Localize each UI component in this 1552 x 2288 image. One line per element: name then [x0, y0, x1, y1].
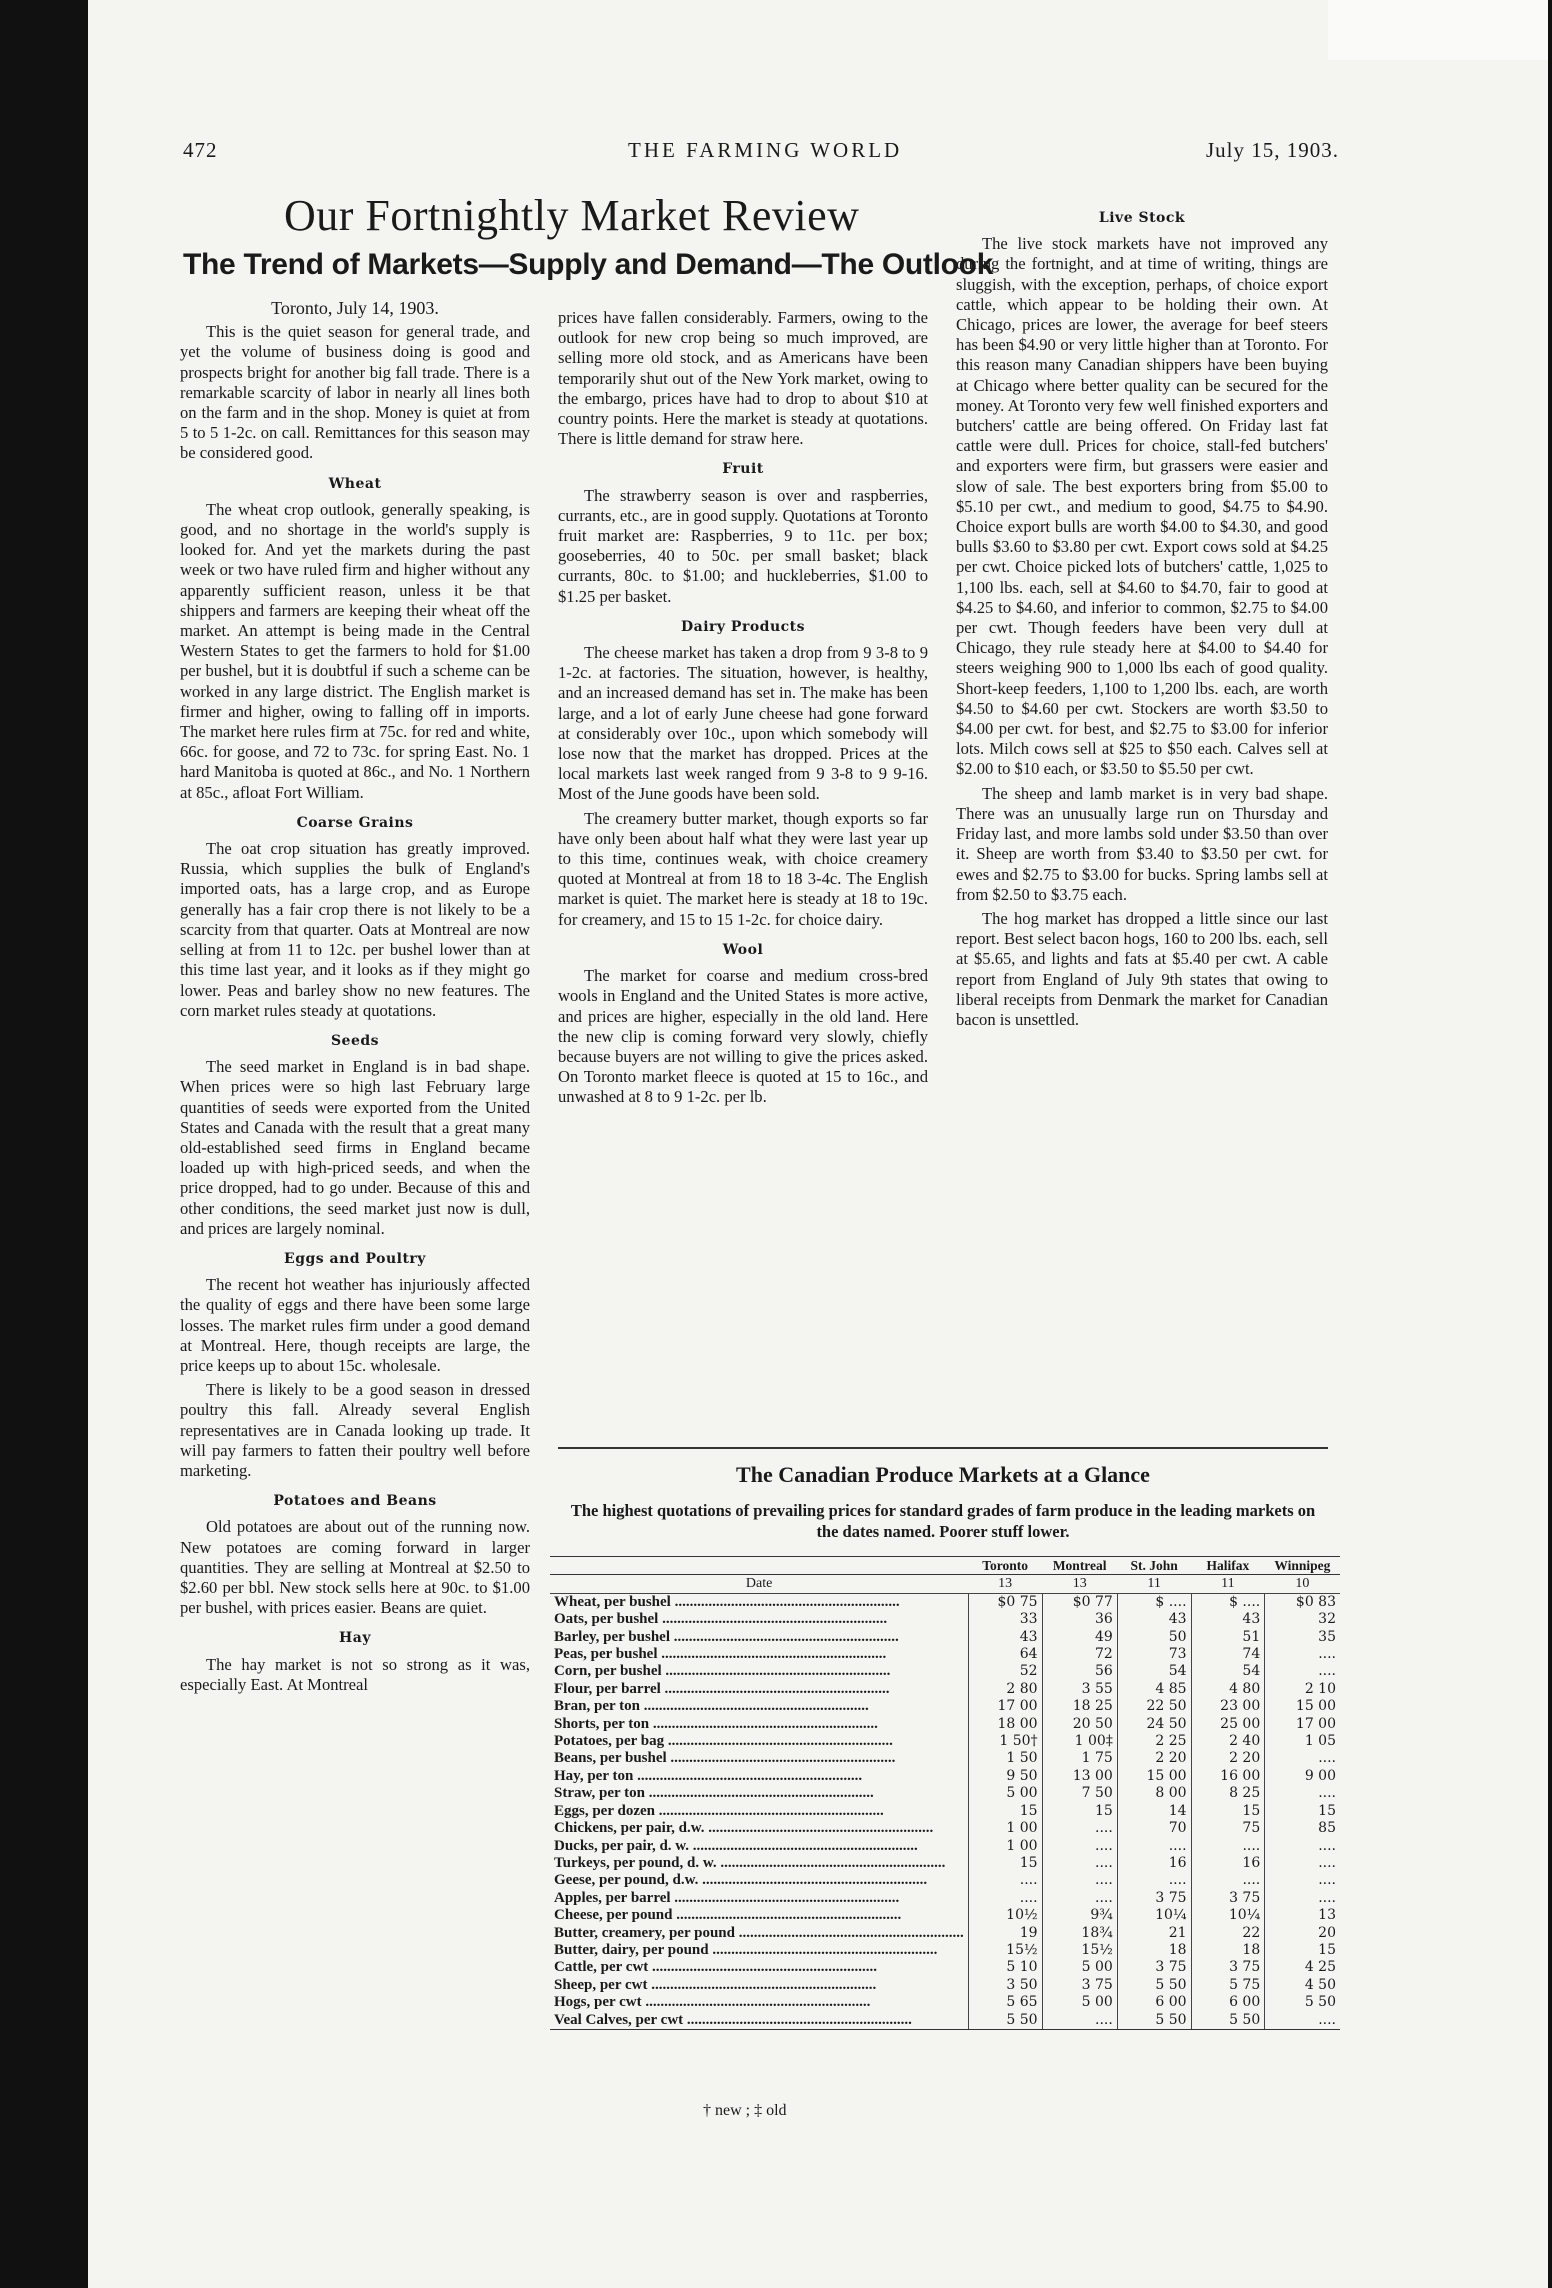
price-cell: .... — [1265, 1872, 1340, 1889]
row-label: Apples, per barrel ............................................................ — [554, 1889, 900, 1906]
publication-name: THE FARMING WORLD — [628, 138, 903, 162]
price-cell: 72 — [1042, 1646, 1117, 1663]
price-cell: 15 — [1265, 1803, 1340, 1820]
table-row — [550, 1977, 1340, 1994]
price-cell: 35 — [1265, 1629, 1340, 1646]
seeds-paragraph: The seed market in England is in bad shape. When prices were so high last February large quantities of seeds were exported from the United States and Canada with the result that a great many old-established seed firms in England became loaded up with high-priced seeds, and when the price dropped, had to go under. Because of this and other conditions, the seed market just now is dull, and prices are largely nominal. — [180, 1057, 530, 1238]
produce-price-table — [550, 1556, 1340, 2030]
price-cell: 4 50 — [1265, 1977, 1340, 1994]
hay-paragraph: The hay market is not so strong as it was, especially East. At Montreal — [180, 1654, 530, 1694]
row-label: Wheat, per bushel ............................................................ — [554, 1593, 900, 1610]
price-cell: 2 40 — [1191, 1733, 1265, 1750]
price-cell: 32 — [1265, 1611, 1340, 1628]
table-date-row — [550, 1575, 1340, 1593]
row-label: Hay, per ton ............................................................ — [554, 1767, 863, 1784]
price-cell: .... — [1265, 1838, 1340, 1855]
price-cell: 16 00 — [1191, 1768, 1265, 1785]
price-cell: .... — [1042, 2012, 1117, 2030]
table-row — [550, 1838, 1340, 1855]
price-cell: 15 — [1042, 1803, 1117, 1820]
price-cell: .... — [1265, 1663, 1340, 1680]
row-label: Bran, per ton ............................................................ — [554, 1698, 869, 1715]
row-label: Sheep, per cwt ............................................................ — [554, 1976, 877, 1993]
section-heading-hay: Hay — [339, 1630, 371, 1647]
price-cell: 3 50 — [968, 1977, 1042, 1994]
price-cell: 13 00 — [1042, 1768, 1117, 1785]
column-header: St. John — [1117, 1557, 1191, 1575]
price-cell: 10½ — [968, 1907, 1042, 1924]
section-heading-dairy: Dairy Products — [681, 618, 805, 635]
price-cell: .... — [1265, 1855, 1340, 1872]
table-row — [550, 1907, 1340, 1924]
price-cell: 25 00 — [1191, 1716, 1265, 1733]
price-cell: 17 00 — [1265, 1716, 1340, 1733]
table-header-blank — [550, 1557, 968, 1575]
price-cell: .... — [1042, 1890, 1117, 1907]
price-cell: 1 05 — [1265, 1733, 1340, 1750]
price-cell: 18¾ — [1042, 1925, 1117, 1942]
eggs-paragraph: The recent hot weather has injuriously affected the quality of eggs and there have been some large losses. The market rules firm under a good demand at Montreal. Here, though receipts are large, the price keeps up to about 15c. wholesale. — [180, 1275, 530, 1375]
price-cell: 15½ — [1042, 1942, 1117, 1959]
row-label: Corn, per bushel ............................................................ — [554, 1663, 891, 1680]
price-cell: 56 — [1042, 1663, 1117, 1680]
row-label: Potatoes, per bag ............................................................ — [554, 1733, 893, 1750]
table-row — [550, 1629, 1340, 1646]
row-label: Beans, per bushel ............................................................ — [554, 1750, 896, 1767]
table-row — [550, 1698, 1340, 1715]
price-cell: 5 50 — [1265, 1994, 1340, 2011]
price-cell: 43 — [1191, 1611, 1265, 1628]
section-heading-wheat: Wheat — [328, 475, 382, 492]
price-cell: 54 — [1117, 1663, 1191, 1680]
price-cell: 18 00 — [968, 1716, 1042, 1733]
cattle-paragraph: The live stock markets have not improved any during the fortnight, and at time of writing, things are sluggish, with the exception, perhaps, of choice export cattle, which appear to be holding their own. At Chicago, prices are lower, the average for beef steers has been $4.90 or very little higher than at Toronto. For this reason many Canadian shippers have been buying at Chicago where better quality can be secured for the money. At Toronto very few well finished exporters and butchers' cattle are being offered. On Friday last fat cattle were dull. Prices for choice, stall-fed butchers' and exporters were firm, but grassers were easier and slow of sale. The best exporters bring from $5.00 to $5.10 per cwt., and medium to good, $4.75 to $4.90. Choice export bulls are worth $4.00 to $4.30, and good bulls $3.60 to $3.80 per cwt. Export cows sold at $4.25 per cwt. Choice picked lots of butchers' cattle, 1,025 to 1,100 lbs. each, sell at $4.60 to $4.70, fair to good at $4.25 to $4.60, and inferior to common, $2.75 to $4.00 per cwt. Though feeders have been very dull at Chicago, they rule steady here at $4.00 to $4.40 for steers weighing 900 to 1,000 lbs each of good quality. Short-keep feeders, 1,100 to 1,200 lbs. each, are worth $4.50 to $4.60 per cwt. Stockers are worth $3.50 to $4.00 per cwt. for best, and $2.75 to $3.00 for inferior lots. Milch cows sell at $25 to $50 each. Calves sell at $2.00 to $10 each, or $3.50 to $5.50 per cwt. — [956, 234, 1328, 779]
divider-rule — [558, 1447, 1328, 1449]
row-label: Butter, creamery, per pound ............................................................ — [554, 1924, 964, 1941]
price-cell: .... — [968, 1872, 1042, 1889]
table-row — [550, 1942, 1340, 1959]
price-cell: .... — [1117, 1872, 1191, 1889]
date-label: Date — [550, 1575, 968, 1593]
date-cell: 13 — [1042, 1575, 1117, 1593]
row-label: Straw, per ton ............................................................ — [554, 1785, 874, 1802]
table-row — [550, 1611, 1340, 1628]
price-cell: 54 — [1191, 1663, 1265, 1680]
price-cell: 10¼ — [1191, 1907, 1265, 1924]
article-subtitle: The Trend of Markets—Supply and Demand—The Outlook — [183, 248, 994, 281]
price-cell: .... — [1265, 1750, 1340, 1767]
row-label: Barley, per bushel ............................................................ — [554, 1628, 899, 1645]
magazine-page — [88, 0, 1548, 2288]
price-cell: .... — [1042, 1872, 1117, 1889]
page-number: 472 — [183, 138, 218, 162]
price-cell: 5 75 — [1191, 1977, 1265, 1994]
price-cell: 75 — [1191, 1820, 1265, 1837]
price-cell: 15 — [1191, 1803, 1265, 1820]
price-cell: 16 — [1117, 1855, 1191, 1872]
hay-continued-paragraph: prices have fallen considerably. Farmers, owing to the outlook for new crop being so much improved, are selling more old stock, and as Americans have been temporarily shut out of the New York market, owing to the embargo, prices have had to drop to about $10 at country points. Here the market is steady at quotations. There is little demand for straw here. — [558, 308, 928, 449]
table-row — [550, 2012, 1340, 2030]
table-row — [550, 1925, 1340, 1942]
price-cell: $ .... — [1117, 1593, 1191, 1611]
scan-fold-mark — [1328, 0, 1548, 60]
price-cell: 1 50† — [968, 1733, 1042, 1750]
table-row — [550, 1681, 1340, 1698]
column-middle — [558, 308, 928, 1112]
price-cell: 43 — [1117, 1611, 1191, 1628]
price-cell: 5 50 — [968, 2012, 1042, 2030]
price-cell: .... — [1042, 1820, 1117, 1837]
table-row — [550, 1959, 1340, 1976]
column-header: Winnipeg — [1265, 1557, 1340, 1575]
price-cell: 2 25 — [1117, 1733, 1191, 1750]
price-cell: 22 50 — [1117, 1698, 1191, 1715]
price-cell: 15 00 — [1265, 1698, 1340, 1715]
date-cell: 10 — [1265, 1575, 1340, 1593]
price-cell: .... — [1117, 1838, 1191, 1855]
table-row — [550, 1733, 1340, 1750]
table-title: The Canadian Produce Markets at a Glance — [736, 1462, 1150, 1487]
column-right — [956, 208, 1328, 1034]
price-cell: 15 — [968, 1855, 1042, 1872]
price-cell: 10¼ — [1117, 1907, 1191, 1924]
butter-paragraph: The creamery butter market, though exports so far have only been about half what they were last year up to this time, continues weak, with choice creamery quoted at Montreal at from 18 to 18 3-4c. The English market is quiet. The market here is steady at 18 to 19c. for creamery, and 15 to 15 1-2c. for choice dairy. — [558, 808, 928, 929]
price-cell: 36 — [1042, 1611, 1117, 1628]
price-cell: 1 00 — [968, 1838, 1042, 1855]
price-cell: 5 00 — [968, 1785, 1042, 1802]
price-cell: 73 — [1117, 1646, 1191, 1663]
price-cell: 21 — [1117, 1925, 1191, 1942]
price-cell: 7 50 — [1042, 1785, 1117, 1802]
price-cell: 6 00 — [1117, 1994, 1191, 2011]
price-cell: 9 00 — [1265, 1768, 1340, 1785]
row-label: Peas, per bushel ............................................................ — [554, 1646, 887, 1663]
column-header: Toronto — [968, 1557, 1042, 1575]
intro-paragraph: This is the quiet season for general trade, and yet the volume of business doing is good and prospects bright for another big fall trade. There is a remarkable scarcity of labor in nearly all lines both on the farm and in the shop. Money is quiet at from 5 to 5 1-2c. on call. Remittances for this season may be considered good. — [180, 322, 530, 463]
price-cell: $0 83 — [1265, 1593, 1340, 1611]
price-cell: 5 10 — [968, 1959, 1042, 1976]
price-cell: 49 — [1042, 1629, 1117, 1646]
price-cell: 1 00‡ — [1042, 1733, 1117, 1750]
price-cell: 52 — [968, 1663, 1042, 1680]
column-header: Montreal — [1042, 1557, 1117, 1575]
row-label: Veal Calves, per cwt ............................................................ — [550, 2012, 968, 2030]
cheese-paragraph: The cheese market has taken a drop from 9 3-8 to 9 1-2c. at factories. The situation, however, is healthy, and an increased demand has set in. The make has been large, and a lot of early June cheese had gone forward at considerably over 10c., upon which somebody will lose now that the market has dropped. Prices at the local markets last week ranged from 9 3-8 to 9 9-16. Most of the June goods have been sold. — [558, 643, 928, 804]
price-cell: 2 20 — [1191, 1750, 1265, 1767]
price-cell: 5 00 — [1042, 1959, 1117, 1976]
price-cell: 8 25 — [1191, 1785, 1265, 1802]
price-cell: 18 — [1117, 1942, 1191, 1959]
price-cell: 16 — [1191, 1855, 1265, 1872]
price-cell: 17 00 — [968, 1698, 1042, 1715]
wheat-paragraph: The wheat crop outlook, generally speaking, is good, and no shortage in the world's supply is looked for. And yet the markets during the past week or two have ruled firm and higher without any apparently sufficient reason, unless it be that shippers and farmers are keeping their wheat off the market. An attempt is being made in the Central Western States to get the farmers to hold for $1.00 per bushel, but it is doubtful if such a scheme can be worked in any large district. The English market is firmer and higher, owing to falling off in imports. The market here rules firm at 75c. for red and white, 66c. for goose, and 72 to 73c. for spring East. No. 1 hard Manitoba is quoted at 86c., and No. 1 Northern at 85c., afloat Fort William. — [180, 499, 530, 802]
price-cell: .... — [968, 1890, 1042, 1907]
coarse-grains-paragraph: The oat crop situation has greatly improved. Russia, which supplies the bulk of England's imported oats, has a large crop, and as Europe generally has a fair crop there is not likely to be a scarcity from that quarter. Oats at Montreal are now selling at from 11 to 12c. per bushel lower than at this time last year, and it looks as if they might go lower. Peas and barley show no new features. The corn market rules steady at quotations. — [180, 839, 530, 1020]
section-heading-eggs-poultry: Eggs and Poultry — [284, 1250, 426, 1267]
row-label: Cattle, per cwt ............................................................ — [554, 1959, 878, 1976]
table-row — [550, 1872, 1340, 1889]
price-cell: 70 — [1117, 1820, 1191, 1837]
price-cell: 5 50 — [1191, 2012, 1265, 2030]
row-label: Hogs, per cwt ............................................................ — [554, 1994, 871, 2011]
date-cell: 11 — [1117, 1575, 1191, 1593]
price-cell: 8 00 — [1117, 1785, 1191, 1802]
price-cell: 1 00 — [968, 1820, 1042, 1837]
price-cell: 15½ — [968, 1942, 1042, 1959]
price-cell: 4 25 — [1265, 1959, 1340, 1976]
table-row — [550, 1593, 1340, 1611]
price-cell: .... — [1191, 1838, 1265, 1855]
price-cell: 14 — [1117, 1803, 1191, 1820]
section-heading-live-stock: Live Stock — [1098, 210, 1186, 226]
table-row — [550, 1803, 1340, 1820]
price-cell: 24 50 — [1117, 1716, 1191, 1733]
price-cell: 15 — [1265, 1942, 1340, 1959]
price-cell: .... — [1265, 1785, 1340, 1802]
poultry-paragraph: There is likely to be a good season in dressed poultry this fall. Already several English representatives are in Canada looking up trade. It will pay farmers to fatten their poultry well before marketing. — [180, 1380, 530, 1480]
price-cell: 18 25 — [1042, 1698, 1117, 1715]
date-cell: 13 — [968, 1575, 1042, 1593]
row-label: Cheese, per pound ............................................................ — [554, 1907, 902, 1924]
price-cell: 4 80 — [1191, 1681, 1265, 1698]
wool-paragraph: The market for coarse and medium cross-bred wools in England and the United States is more active, and prices are higher, especially in the old land. Here the new clip is coming forward very slowly, chiefly because buyers are not willing to give the prices asked. On Toronto market fleece is quoted at 15 to 16c., and unwashed at 8 to 9 1-2c. per lb. — [558, 966, 928, 1107]
price-cell: 51 — [1191, 1629, 1265, 1646]
price-cell: 5 00 — [1042, 1994, 1117, 2011]
price-cell: 1 75 — [1042, 1750, 1117, 1767]
price-cell: 19 — [968, 1925, 1042, 1942]
row-label: Shorts, per ton ............................................................ — [554, 1715, 878, 1732]
section-heading-coarse-grains: Coarse Grains — [296, 814, 414, 831]
column-left — [180, 298, 530, 1699]
table-row — [550, 1994, 1340, 2011]
price-cell: 22 — [1191, 1925, 1265, 1942]
price-cell: $0 77 — [1042, 1593, 1117, 1611]
row-label: Ducks, per pair, d. w. ............................................................ — [554, 1837, 918, 1854]
section-heading-seeds: Seeds — [330, 1032, 380, 1049]
price-cell: 20 50 — [1042, 1716, 1117, 1733]
table-subtitle: The highest quotations of prevailing prices for standard grades of farm produce in the leading markets on the dates named. Poorer stuff lower. — [570, 1501, 1316, 1541]
price-cell: 43 — [968, 1629, 1042, 1646]
dateline: Toronto, July 14, 1903. — [271, 298, 439, 318]
price-cell: 3 55 — [1042, 1681, 1117, 1698]
price-cell: 64 — [968, 1646, 1042, 1663]
price-cell: 9 50 — [968, 1768, 1042, 1785]
table-row — [550, 1785, 1340, 1802]
column-header: Halifax — [1191, 1557, 1265, 1575]
price-cell: $0 75 — [968, 1593, 1042, 1611]
section-heading-potatoes-beans: Potatoes and Beans — [273, 1493, 437, 1510]
price-cell: 15 00 — [1117, 1768, 1191, 1785]
price-cell: 3 75 — [1191, 1959, 1265, 1976]
price-cell: 2 80 — [968, 1681, 1042, 1698]
table-row — [550, 1855, 1340, 1872]
fruit-paragraph: The strawberry season is over and raspberries, currants, etc., are in good supply. Quotations at Toronto fruit market are: Raspberries, 9 to 11c. per box; gooseberries, 40 to 50c. per small basket; black currants, 80c. to $1.00; and huckleberries, $1.00 to $1.25 per basket. — [558, 485, 928, 606]
price-cell: 3 75 — [1191, 1890, 1265, 1907]
table-row — [550, 1820, 1340, 1837]
price-cell: 50 — [1117, 1629, 1191, 1646]
price-cell: 9¾ — [1042, 1907, 1117, 1924]
row-label: Eggs, per dozen ............................................................ — [554, 1802, 884, 1819]
row-label: Flour, per barrel ............................................................ — [554, 1680, 890, 1697]
row-label: Chickens, per pair, d.w. ............................................................ — [554, 1820, 934, 1837]
sheep-paragraph: The sheep and lamb market is in very bad shape. There was an unusually large run on Thursday and Friday last, and more lambs sold under $3.50 than over it. Sheep are worth from $3.40 to $3.50 per cwt. for ewes and $2.75 to $3.00 for bucks. Spring lambs sell at from $2.50 to $3.75 each. — [956, 783, 1328, 904]
issue-date: July 15, 1903. — [1206, 138, 1340, 162]
price-cell: 33 — [968, 1611, 1042, 1628]
table-row — [550, 1716, 1340, 1733]
price-cell: 1 50 — [968, 1750, 1042, 1767]
price-cell: 3 75 — [1117, 1959, 1191, 1976]
price-cell: .... — [1042, 1855, 1117, 1872]
price-cell: 5 50 — [1117, 2012, 1191, 2030]
price-cell: 74 — [1191, 1646, 1265, 1663]
table-row — [550, 1663, 1340, 1680]
price-cell: .... — [1042, 1838, 1117, 1855]
section-heading-fruit: Fruit — [722, 461, 764, 478]
table-row — [550, 1750, 1340, 1767]
hog-paragraph: The hog market has dropped a little since our last report. Best select bacon hogs, 160 to 200 lbs. each, sell at $5.65, and lights and fats at $5.40 per cwt. A cable report from England of July 9th states that owing to liberal receipts from Denmark the market for Canadian bacon is unsettled. — [956, 908, 1328, 1029]
row-label: Geese, per pound, d.w. ............................................................ — [554, 1872, 928, 1889]
price-cell: .... — [1191, 1872, 1265, 1889]
price-cell: 2 20 — [1117, 1750, 1191, 1767]
row-label: Oats, per bushel ............................................................ — [554, 1611, 888, 1628]
date-cell: 11 — [1191, 1575, 1265, 1593]
price-cell: 13 — [1265, 1907, 1340, 1924]
price-cell: 3 75 — [1042, 1977, 1117, 1994]
article-title: Our Fortnightly Market Review — [284, 191, 860, 240]
price-cell: 23 00 — [1191, 1698, 1265, 1715]
price-cell: .... — [1265, 1890, 1340, 1907]
price-cell: 4 85 — [1117, 1681, 1191, 1698]
potatoes-paragraph: Old potatoes are about out of the running now. New potatoes are coming forward in larger quantities. They are selling at Montreal at $2.50 to $2.60 per bbl. New stock sells here at 90c. to $1.00 per bushel, with prices easier. Beans are quiet. — [180, 1517, 530, 1618]
row-label: Butter, dairy, per pound ............................................................ — [554, 1941, 938, 1958]
table-row — [550, 1768, 1340, 1785]
price-cell: 5 65 — [968, 1994, 1042, 2011]
section-heading-wool: Wool — [722, 941, 764, 958]
price-cell: 85 — [1265, 1820, 1340, 1837]
price-cell: $ .... — [1191, 1593, 1265, 1611]
table-row — [550, 1890, 1340, 1907]
table-footnote: † new ; ‡ old — [703, 2102, 787, 2119]
price-cell: .... — [1265, 2012, 1340, 2030]
price-cell: 6 00 — [1191, 1994, 1265, 2011]
price-cell: 20 — [1265, 1925, 1340, 1942]
price-cell: 15 — [968, 1803, 1042, 1820]
price-cell: 18 — [1191, 1942, 1265, 1959]
row-label: Turkeys, per pound, d. w. ............................................................ — [554, 1854, 946, 1871]
price-cell: 5 50 — [1117, 1977, 1191, 1994]
table-row — [550, 1646, 1340, 1663]
table-header-row — [550, 1557, 1340, 1575]
price-cell: .... — [1265, 1646, 1340, 1663]
price-cell: 3 75 — [1117, 1890, 1191, 1907]
price-cell: 2 10 — [1265, 1681, 1340, 1698]
